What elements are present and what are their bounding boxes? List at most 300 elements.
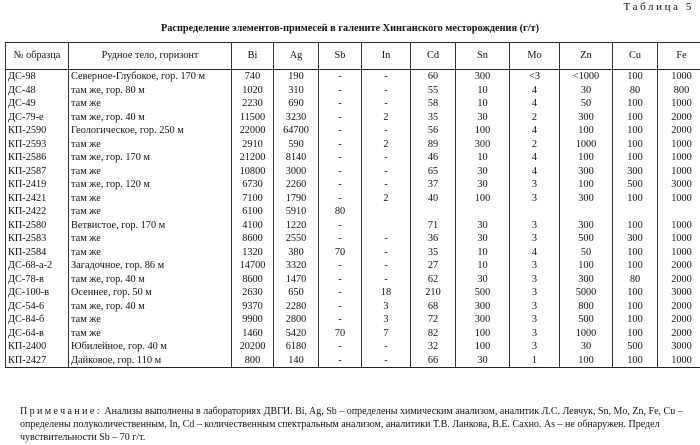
value-cell: 7	[362, 327, 411, 341]
value-cell: 800	[560, 300, 613, 314]
value-cell	[362, 205, 411, 219]
value-cell: 100	[613, 70, 658, 84]
value-cell: 300	[560, 165, 613, 179]
value-cell: -	[362, 165, 411, 179]
value-cell: 2000	[658, 327, 700, 341]
value-cell: 70	[319, 246, 362, 260]
value-cell: 100	[456, 340, 510, 354]
value-cell: 4	[510, 151, 560, 165]
ore-body-cell: там же	[69, 165, 232, 179]
value-cell: 30	[456, 273, 510, 287]
value-cell: 300	[456, 313, 510, 327]
value-cell: 50	[560, 97, 613, 111]
value-cell: -	[362, 84, 411, 98]
value-cell: 800	[232, 354, 274, 368]
value-cell: -	[362, 97, 411, 111]
table-row	[6, 165, 700, 179]
value-cell: 80	[319, 205, 362, 219]
sample-id-cell: ДС-78-в	[6, 273, 69, 287]
value-cell: -	[362, 246, 411, 260]
value-cell	[411, 205, 456, 219]
value-cell: 100	[560, 178, 613, 192]
column-header: Sn	[456, 43, 510, 70]
value-cell: 30	[456, 354, 510, 368]
value-cell: 3	[510, 327, 560, 341]
value-cell: 3000	[274, 165, 319, 179]
ore-body-cell: там же	[69, 232, 232, 246]
value-cell: 3	[362, 313, 411, 327]
value-cell: 32	[411, 340, 456, 354]
value-cell: 5420	[274, 327, 319, 341]
value-cell: -	[319, 70, 362, 84]
value-cell: 1000	[658, 97, 700, 111]
value-cell: 64700	[274, 124, 319, 138]
value-cell: 1470	[274, 273, 319, 287]
sample-id-cell: ДС-84-б	[6, 313, 69, 327]
value-cell: 380	[274, 246, 319, 260]
table-row	[6, 205, 700, 219]
value-cell: 3	[510, 232, 560, 246]
value-cell: 62	[411, 273, 456, 287]
value-cell: 3	[510, 178, 560, 192]
sample-id-cell: КП-2421	[6, 192, 69, 206]
value-cell: 1020	[232, 84, 274, 98]
value-cell: 2000	[658, 124, 700, 138]
table-row	[6, 354, 700, 368]
value-cell: 60	[411, 70, 456, 84]
value-cell: 2000	[658, 300, 700, 314]
value-cell: -	[319, 219, 362, 233]
value-cell: <3	[510, 70, 560, 84]
value-cell: 100	[613, 124, 658, 138]
value-cell: -	[319, 340, 362, 354]
table-row	[6, 246, 700, 260]
value-cell: 82	[411, 327, 456, 341]
ore-body-cell: Ветвистое, гор. 170 м	[69, 219, 232, 233]
value-cell: 70	[319, 327, 362, 341]
value-cell: 30	[456, 178, 510, 192]
sample-id-cell: КП-2593	[6, 138, 69, 152]
value-cell: 100	[613, 219, 658, 233]
value-cell: 21200	[232, 151, 274, 165]
value-cell: 46	[411, 151, 456, 165]
value-cell: 2000	[658, 259, 700, 273]
value-cell: 4100	[232, 219, 274, 233]
value-cell: 3	[510, 300, 560, 314]
value-cell: 9370	[232, 300, 274, 314]
value-cell	[560, 205, 613, 219]
ore-body-cell: там же, гор. 40 м	[69, 300, 232, 314]
sample-id-cell: ДС-98	[6, 70, 69, 84]
value-cell: 2630	[232, 286, 274, 300]
sample-id-cell: КП-2586	[6, 151, 69, 165]
value-cell: 1000	[658, 246, 700, 260]
value-cell: 500	[613, 178, 658, 192]
value-cell: 30	[456, 232, 510, 246]
value-cell	[456, 205, 510, 219]
value-cell: 3	[510, 340, 560, 354]
value-cell: 40	[411, 192, 456, 206]
value-cell: 100	[613, 259, 658, 273]
column-header: Sb	[319, 43, 362, 70]
value-cell: 100	[613, 192, 658, 206]
footnote-text: Анализы выполнены в лабораториях ДВГИ. Bi, Ag, Sb – определены химическим анализом, аналитик Л.С. Левчук, Sn, Mo, Zn, Fe, Cu – определены полуколичественным, In, Cd – количественным спектральным анализом, аналитики Т.В. Ланкова, В.Е. Сахно. As – не обнаружен. Предел чувствительности Sb – 70 г/т.	[20, 406, 683, 443]
value-cell: -	[319, 192, 362, 206]
value-cell: 100	[613, 300, 658, 314]
table-number-label: Таблица 5	[624, 1, 694, 13]
value-cell: 100	[560, 151, 613, 165]
value-cell: 1320	[232, 246, 274, 260]
value-cell: -	[362, 354, 411, 368]
value-cell: 300	[560, 192, 613, 206]
value-cell: 500	[613, 340, 658, 354]
value-cell: 36	[411, 232, 456, 246]
value-cell: 100	[456, 327, 510, 341]
value-cell: 89	[411, 138, 456, 152]
value-cell: 80	[613, 84, 658, 98]
value-cell: 590	[274, 138, 319, 152]
value-cell: 7100	[232, 192, 274, 206]
value-cell: 8140	[274, 151, 319, 165]
value-cell: 2230	[232, 97, 274, 111]
ore-body-cell: Дайковое, гор. 110 м	[69, 354, 232, 368]
value-cell: 500	[560, 232, 613, 246]
value-cell: 35	[411, 246, 456, 260]
value-cell: 14700	[232, 259, 274, 273]
value-cell: 100	[613, 246, 658, 260]
sample-id-cell: ДС-48	[6, 84, 69, 98]
value-cell: 100	[613, 286, 658, 300]
value-cell: 10	[456, 246, 510, 260]
sample-id-cell: ДС-79-е	[6, 111, 69, 125]
value-cell: 35	[411, 111, 456, 125]
table-row	[6, 97, 700, 111]
value-cell: -	[319, 286, 362, 300]
value-cell: 1000	[658, 151, 700, 165]
value-cell: 3	[510, 219, 560, 233]
value-cell: 10	[456, 97, 510, 111]
table-title: Распределение элементов-примесей в галените Хинганского месторождения (г/т)	[0, 23, 700, 34]
table-row	[6, 178, 700, 192]
value-cell: 3000	[658, 178, 700, 192]
value-cell: 100	[613, 327, 658, 341]
value-cell: 300	[456, 300, 510, 314]
value-cell	[510, 205, 560, 219]
sample-id-cell: КП-2419	[6, 178, 69, 192]
sample-id-cell: КП-2580	[6, 219, 69, 233]
value-cell: 37	[411, 178, 456, 192]
sample-id-cell: ДС-54-6	[6, 300, 69, 314]
value-cell: 3000	[658, 286, 700, 300]
value-cell: 10	[456, 259, 510, 273]
value-cell: 1000	[658, 70, 700, 84]
value-cell: 2	[510, 111, 560, 125]
table-row	[6, 313, 700, 327]
value-cell: 55	[411, 84, 456, 98]
value-cell: -	[319, 354, 362, 368]
table-row	[6, 327, 700, 341]
value-cell: 1000	[658, 165, 700, 179]
sample-id-cell: КП-2422	[6, 205, 69, 219]
column-header: Zn	[560, 43, 613, 70]
value-cell: -	[319, 313, 362, 327]
value-cell: 18	[362, 286, 411, 300]
column-header: Cu	[613, 43, 658, 70]
sample-id-cell: ДС-64-в	[6, 327, 69, 341]
table-row	[6, 286, 700, 300]
value-cell: 6180	[274, 340, 319, 354]
value-cell: 2910	[232, 138, 274, 152]
value-cell: -	[362, 273, 411, 287]
value-cell: -	[319, 259, 362, 273]
value-cell: <1000	[560, 70, 613, 84]
ore-body-cell: там же, гор. 80 м	[69, 84, 232, 98]
value-cell: 300	[613, 165, 658, 179]
value-cell: -	[362, 70, 411, 84]
table-row	[6, 151, 700, 165]
value-cell: 71	[411, 219, 456, 233]
value-cell: 2280	[274, 300, 319, 314]
value-cell: 4	[510, 97, 560, 111]
value-cell: 56	[411, 124, 456, 138]
value-cell: 1220	[274, 219, 319, 233]
table-row	[6, 192, 700, 206]
value-cell: 1460	[232, 327, 274, 341]
column-header: Fe	[658, 43, 700, 70]
ore-body-cell: там же	[69, 192, 232, 206]
value-cell: 3	[510, 259, 560, 273]
value-cell: 3	[510, 273, 560, 287]
column-header: Cd	[411, 43, 456, 70]
ore-body-cell: там же	[69, 138, 232, 152]
sample-id-cell: КП-2587	[6, 165, 69, 179]
value-cell: -	[319, 97, 362, 111]
value-cell: 1000	[658, 354, 700, 368]
ore-body-cell: Геологическое, гор. 250 м	[69, 124, 232, 138]
value-cell: 300	[456, 70, 510, 84]
value-cell: 27	[411, 259, 456, 273]
value-cell: 65	[411, 165, 456, 179]
ore-body-cell: там же, гор. 40 м	[69, 111, 232, 125]
table-row	[6, 219, 700, 233]
ore-body-cell: там же	[69, 97, 232, 111]
value-cell: 100	[613, 151, 658, 165]
value-cell	[362, 219, 411, 233]
value-cell: 5910	[274, 205, 319, 219]
value-cell: 9900	[232, 313, 274, 327]
value-cell: 10800	[232, 165, 274, 179]
value-cell: -	[319, 165, 362, 179]
value-cell: 2	[362, 192, 411, 206]
value-cell: -	[362, 124, 411, 138]
value-cell: -	[362, 151, 411, 165]
value-cell: 100	[613, 313, 658, 327]
value-cell: 22000	[232, 124, 274, 138]
value-cell: 3000	[658, 340, 700, 354]
table-row	[6, 111, 700, 125]
ore-body-cell: Осеннее, гор. 50 м	[69, 286, 232, 300]
footnote-lead: Примечание:	[20, 406, 102, 417]
ore-body-cell: там же	[69, 327, 232, 341]
value-cell: 100	[560, 124, 613, 138]
value-cell: 4	[510, 165, 560, 179]
value-cell: 2800	[274, 313, 319, 327]
value-cell: -	[319, 151, 362, 165]
value-cell: -	[319, 273, 362, 287]
value-cell: 2550	[274, 232, 319, 246]
column-header: № образца	[6, 43, 69, 70]
ore-body-cell: там же, гор. 40 м	[69, 273, 232, 287]
value-cell: -	[319, 138, 362, 152]
value-cell: 300	[613, 232, 658, 246]
table-header-row	[6, 43, 700, 70]
sample-id-cell: КП-2583	[6, 232, 69, 246]
ore-body-cell: Северное-Глубокое, гор. 170 м	[69, 70, 232, 84]
ore-body-cell: там же	[69, 205, 232, 219]
table-row	[6, 273, 700, 287]
value-cell: 650	[274, 286, 319, 300]
value-cell: 58	[411, 97, 456, 111]
value-cell: 10	[456, 84, 510, 98]
value-cell: 1000	[658, 192, 700, 206]
value-cell: 2000	[658, 273, 700, 287]
value-cell: 1000	[658, 219, 700, 233]
value-cell: 1000	[560, 138, 613, 152]
value-cell: 140	[274, 354, 319, 368]
value-cell: 68	[411, 300, 456, 314]
table-row	[6, 259, 700, 273]
value-cell: 2	[362, 111, 411, 125]
ore-body-cell: Загадочное, гор. 86 м	[69, 259, 232, 273]
table-footnote	[20, 405, 696, 445]
value-cell: 30	[456, 165, 510, 179]
value-cell: -	[319, 300, 362, 314]
value-cell: 100	[560, 259, 613, 273]
value-cell: 30	[456, 219, 510, 233]
value-cell: 3	[510, 286, 560, 300]
value-cell: 100	[456, 124, 510, 138]
ore-body-cell: там же	[69, 313, 232, 327]
value-cell: 500	[560, 313, 613, 327]
value-cell: 1790	[274, 192, 319, 206]
value-cell: 20200	[232, 340, 274, 354]
ore-body-cell: Юбилейное, гор. 40 м	[69, 340, 232, 354]
column-header: Ag	[274, 43, 319, 70]
value-cell: 8600	[232, 273, 274, 287]
ore-body-cell: там же	[69, 246, 232, 260]
ore-body-cell: там же, гор. 120 м	[69, 178, 232, 192]
value-cell: -	[362, 178, 411, 192]
value-cell: 800	[658, 84, 700, 98]
value-cell: 100	[613, 97, 658, 111]
value-cell: -	[362, 259, 411, 273]
value-cell: 100	[613, 111, 658, 125]
sample-id-cell: КП-2400	[6, 340, 69, 354]
value-cell: 11500	[232, 111, 274, 125]
impurity-table	[5, 42, 700, 368]
value-cell: 300	[456, 138, 510, 152]
value-cell: 30	[456, 111, 510, 125]
value-cell: 310	[274, 84, 319, 98]
sample-id-cell: КП-2590	[6, 124, 69, 138]
sample-id-cell: ДС-100-в	[6, 286, 69, 300]
value-cell: 8600	[232, 232, 274, 246]
value-cell: 190	[274, 70, 319, 84]
value-cell: 2000	[658, 111, 700, 125]
table-row	[6, 232, 700, 246]
value-cell: -	[362, 340, 411, 354]
value-cell: 30	[560, 84, 613, 98]
column-header: Mo	[510, 43, 560, 70]
value-cell: 3	[510, 192, 560, 206]
value-cell: 80	[613, 273, 658, 287]
value-cell: 3230	[274, 111, 319, 125]
table-row	[6, 300, 700, 314]
value-cell: -	[319, 111, 362, 125]
value-cell: 100	[613, 354, 658, 368]
value-cell: 210	[411, 286, 456, 300]
value-cell: 6100	[232, 205, 274, 219]
value-cell: 4	[510, 84, 560, 98]
value-cell: 100	[613, 138, 658, 152]
value-cell	[613, 205, 658, 219]
table-row	[6, 70, 700, 84]
sample-id-cell: КП-2427	[6, 354, 69, 368]
value-cell: 2	[510, 138, 560, 152]
value-cell: 500	[456, 286, 510, 300]
value-cell: 1	[510, 354, 560, 368]
sample-id-cell: ДС-49	[6, 97, 69, 111]
value-cell: 72	[411, 313, 456, 327]
value-cell: -	[362, 232, 411, 246]
table-row	[6, 84, 700, 98]
value-cell: -	[319, 84, 362, 98]
table-row	[6, 138, 700, 152]
value-cell: 2	[362, 138, 411, 152]
value-cell: 100	[456, 192, 510, 206]
value-cell: 300	[560, 219, 613, 233]
value-cell: 66	[411, 354, 456, 368]
value-cell: 690	[274, 97, 319, 111]
value-cell: 10	[456, 151, 510, 165]
value-cell: 3	[362, 300, 411, 314]
value-cell: 5000	[560, 286, 613, 300]
table-row	[6, 124, 700, 138]
value-cell: 100	[560, 354, 613, 368]
table-body	[6, 70, 700, 368]
sample-id-cell: ДС-68-а-2	[6, 259, 69, 273]
value-cell: -	[319, 124, 362, 138]
value-cell: 2260	[274, 178, 319, 192]
column-header: Рудное тело, горизонт	[69, 43, 232, 70]
value-cell: 1000	[658, 232, 700, 246]
value-cell: 300	[560, 111, 613, 125]
value-cell: 3320	[274, 259, 319, 273]
value-cell: 50	[560, 246, 613, 260]
value-cell: 740	[232, 70, 274, 84]
value-cell	[658, 205, 700, 219]
value-cell: 4	[510, 246, 560, 260]
value-cell: -	[319, 178, 362, 192]
value-cell: 4	[510, 124, 560, 138]
table-row	[6, 340, 700, 354]
value-cell: -	[319, 232, 362, 246]
value-cell: 6730	[232, 178, 274, 192]
value-cell: 30	[560, 340, 613, 354]
column-header: In	[362, 43, 411, 70]
ore-body-cell: там же, гор. 170 м	[69, 151, 232, 165]
value-cell: 2000	[658, 313, 700, 327]
